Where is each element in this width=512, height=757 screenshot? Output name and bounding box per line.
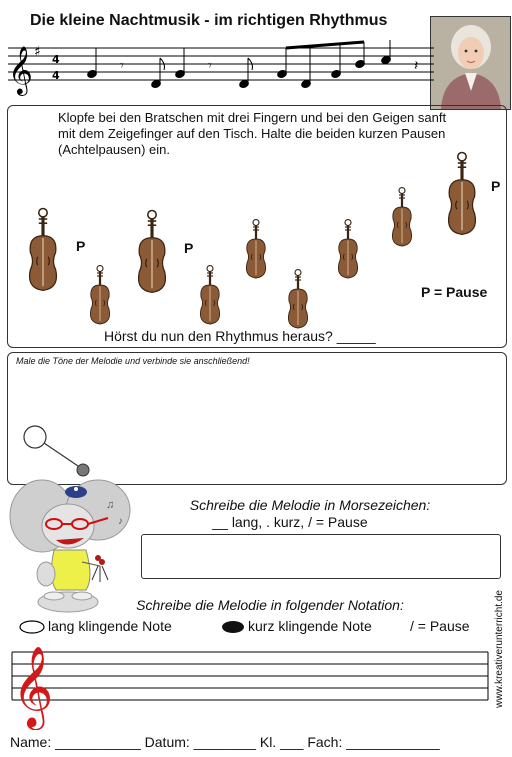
- morse-key: __ lang, . kurz, / = Pause: [212, 514, 368, 530]
- notation-staff[interactable]: [10, 640, 490, 730]
- treble-clef-icon: 𝄞: [8, 45, 33, 94]
- long-note-legend-icon: [18, 619, 46, 635]
- svg-text:𝄾: 𝄾: [208, 57, 212, 73]
- page-title: Die kleine Nachtmusik - im richtigen Rhythmus: [30, 12, 388, 29]
- student-fields: Name: ___________ Datum: ________ Kl. ___ Fach: ____________: [10, 734, 440, 750]
- svg-text:♫: ♫: [106, 499, 115, 511]
- legend-long: lang klingende Note: [48, 618, 172, 634]
- drawing-hint: Male die Töne der Melodie und verbinde sie anschließend!: [16, 356, 250, 366]
- pause-label: P: [491, 178, 501, 194]
- pause-label: P: [184, 240, 194, 256]
- violin-icon: [90, 266, 109, 325]
- morse-answer-box[interactable]: [141, 534, 501, 579]
- violin-icon: [200, 266, 219, 325]
- legend-pause: / = Pause: [410, 618, 470, 634]
- violin-icon: [246, 220, 265, 279]
- svg-text:𝄾: 𝄾: [120, 57, 124, 73]
- short-note-legend-icon: [220, 619, 246, 635]
- svg-text:4: 4: [52, 69, 60, 82]
- svg-text:♪: ♪: [118, 516, 123, 527]
- violin-icon: [392, 188, 411, 247]
- legend-short: kurz klingende Note: [248, 618, 372, 634]
- morse-heading: Schreibe die Melodie in Morsezeichen:: [189, 497, 431, 513]
- svg-text:𝄽: 𝄽: [414, 57, 419, 73]
- svg-text:4: 4: [52, 53, 60, 66]
- website-credit: www.kreativerunterricht.de: [494, 590, 505, 708]
- notation-heading: Schreibe die Melodie in folgender Notation:: [136, 597, 404, 613]
- short-note-icon: [77, 464, 89, 476]
- violin-icon: [338, 220, 357, 279]
- pause-legend: P = Pause: [421, 284, 488, 300]
- viola-icon: [30, 209, 57, 291]
- example-notes: [20, 422, 100, 482]
- violin-icon: [288, 270, 307, 329]
- viola-icon: [449, 153, 476, 235]
- rhythm-question: Hörst du nun den Rhythmus heraus? _____: [104, 328, 376, 344]
- pause-label: P: [76, 238, 86, 254]
- rhythm-instruction: Klopfe bei den Bratschen mit drei Fingern und bei den Geigen sanft mit dem Zeigefinger auf den Tisch. Halte die beiden kurzen Pausen (Achtelpausen) ein.: [58, 110, 447, 157]
- viola-icon: [139, 211, 166, 293]
- long-note-icon: [24, 426, 46, 448]
- treble-clef-icon: 𝄞: [12, 645, 54, 727]
- sharp-icon: ♯: [34, 44, 41, 60]
